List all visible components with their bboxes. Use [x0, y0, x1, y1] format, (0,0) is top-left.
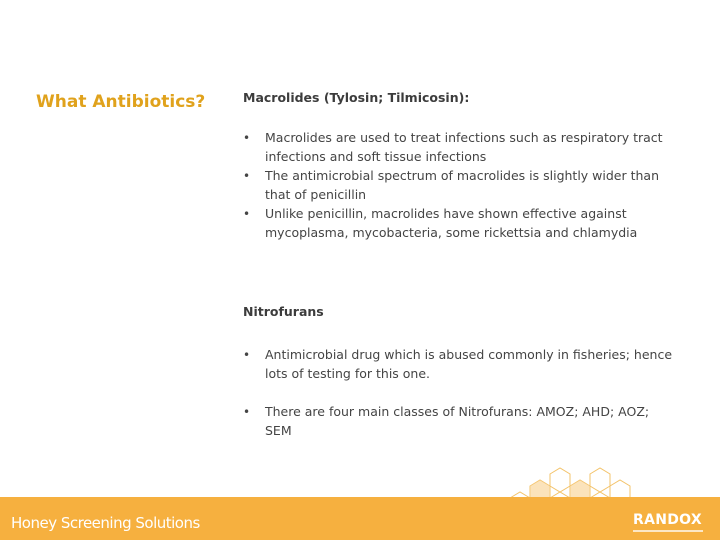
- randox-logo: [633, 513, 708, 535]
- bullet-text: Macrolides are used to treat infections such as respiratory tract infections and soft tissue infections: [265, 130, 663, 164]
- list-item: [243, 346, 673, 383]
- section-heading-macrolides: Macrolides (Tylosin; Tilmicosin):: [243, 90, 470, 105]
- bullet-text: There are four main classes of Nitrofurans: AMOZ; AHD; AOZ; SEM: [265, 404, 650, 438]
- footer-text: Honey Screening Solutions: [11, 514, 200, 532]
- logo-underline: [633, 530, 703, 532]
- bullet-text: Unlike penicillin, macrolides have shown effective against mycoplasma, mycobacteria, some rickettsia and chlamydia: [265, 206, 638, 240]
- section-heading-nitrofurans: Nitrofurans: [243, 304, 324, 319]
- bullet-list-nitrofurans: [243, 346, 673, 440]
- footer-bar: [0, 497, 720, 540]
- bullet-icon: •: [243, 405, 251, 419]
- list-item: [243, 129, 673, 166]
- bullet-icon: •: [243, 169, 251, 183]
- bullet-icon: •: [243, 348, 251, 362]
- list-item: [243, 167, 673, 204]
- list-item: [243, 205, 673, 242]
- logo-wordmark: RANDOX: [633, 512, 702, 528]
- bullet-text: The antimicrobial spectrum of macrolides is slightly wider than that of penicillin: [265, 168, 660, 202]
- list-item: [243, 403, 673, 440]
- bullet-text: Antimicrobial drug which is abused commonly in fisheries; hence lots of testing for this one.: [265, 347, 673, 381]
- bullet-icon: •: [243, 207, 251, 221]
- slide-title: What Antibiotics?: [36, 92, 206, 112]
- bullet-list-macrolides: [243, 129, 673, 242]
- bullet-icon: •: [243, 131, 251, 145]
